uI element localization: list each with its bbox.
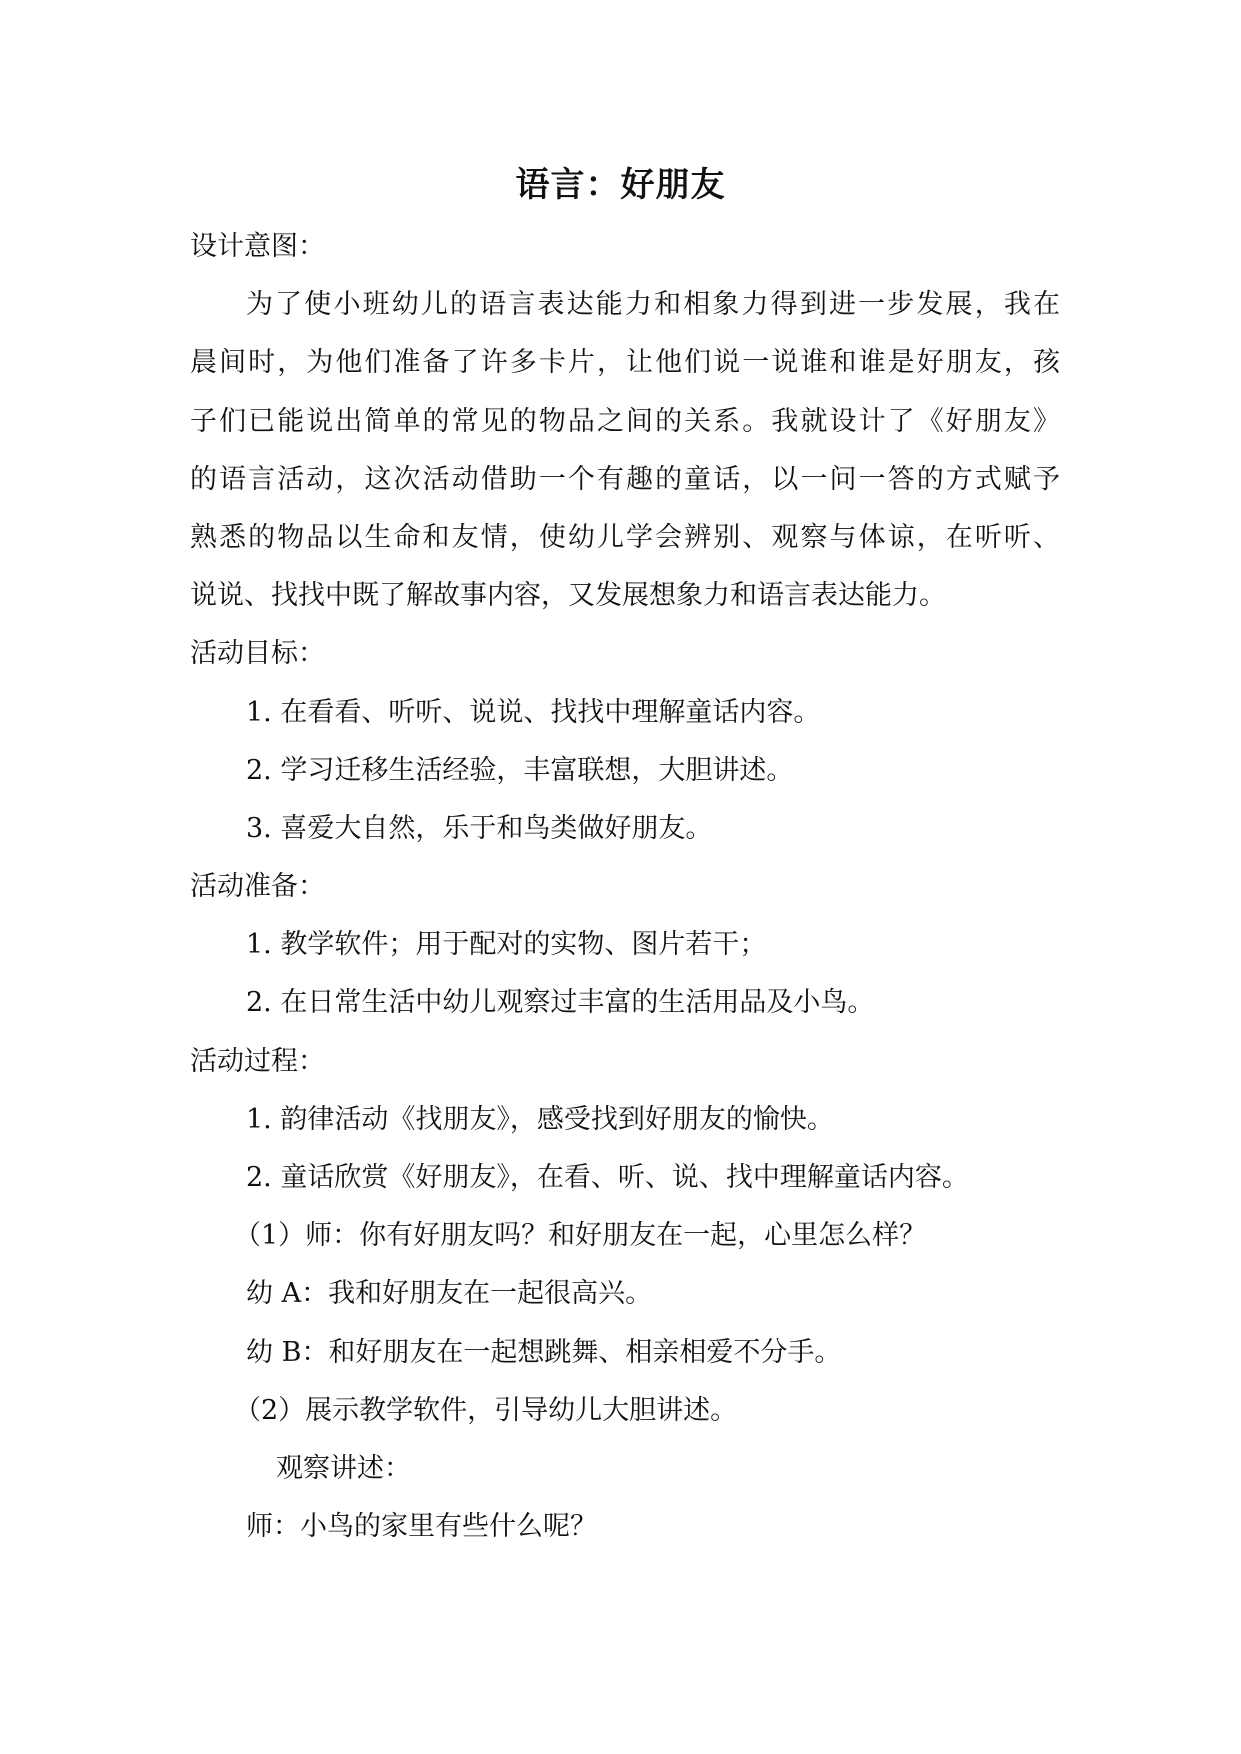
design-intent-line: 晨间时，为他们准备了许多卡片，让他们说一说谁和谁是好朋友，孩 xyxy=(190,347,1060,379)
preparation-item: 2. 在日常生活中幼儿观察过丰富的生活用品及小鸟。 xyxy=(246,987,875,1019)
goals-heading: 活动目标： xyxy=(190,638,325,670)
preparation-item: 1. 教学软件；用于配对的实物、图片若干； xyxy=(246,929,767,961)
software-step-line: （2）展示教学软件，引导幼儿大胆讲述。 xyxy=(234,1394,738,1426)
child-b-answer: 幼 B：和好朋友在一起想跳舞、相亲相爱不分手。 xyxy=(246,1336,842,1368)
design-intent-line: 的语言活动，这次活动借助一个有趣的童话，以一问一答的方式赋予 xyxy=(190,463,1060,495)
teacher-question-bird-home: 师：小鸟的家里有些什么呢？ xyxy=(246,1511,597,1543)
document-title: 语言：好朋友 xyxy=(515,165,726,205)
process-item: 2. 童话欣赏《好朋友》，在看、听、说、找中理解童话内容。 xyxy=(246,1162,969,1193)
design-intent-line: 子们已能说出简单的常见的物品之间的关系。我就设计了《好朋友》 xyxy=(190,405,1060,437)
preparation-heading: 活动准备： xyxy=(190,871,325,903)
process-item: 1. 韵律活动《找朋友》，感受找到好朋友的愉快。 xyxy=(246,1103,834,1135)
goal-item: 3. 喜爱大自然，乐于和鸟类做好朋友。 xyxy=(246,812,713,844)
process-heading: 活动过程： xyxy=(190,1045,325,1077)
goal-item: 2. 学习迁移生活经验，丰富联想，大胆讲述。 xyxy=(246,754,794,786)
design-intent-line: 说说、找找中既了解故事内容，又发展想象力和语言表达能力。 xyxy=(190,580,946,612)
goal-item: 1. 在看看、听听、说说、找找中理解童话内容。 xyxy=(246,696,821,728)
design-intent-heading: 设计意图： xyxy=(190,231,325,262)
design-intent-line: 熟悉的物品以生命和友情，使幼儿学会辨别、观察与体谅，在听听、 xyxy=(190,521,1060,553)
observation-label: 观察讲述： xyxy=(276,1452,411,1484)
teacher-question-line: （1）师：你有好朋友吗？和好朋友在一起，心里怎么样？ xyxy=(234,1220,927,1252)
design-intent-line: 为了使小班幼儿的语言表达能力和相象力得到进一步发展，我在 xyxy=(246,289,1060,321)
child-a-answer: 幼 A：我和好朋友在一起很高兴。 xyxy=(246,1278,653,1310)
document-body xyxy=(190,218,1060,1556)
